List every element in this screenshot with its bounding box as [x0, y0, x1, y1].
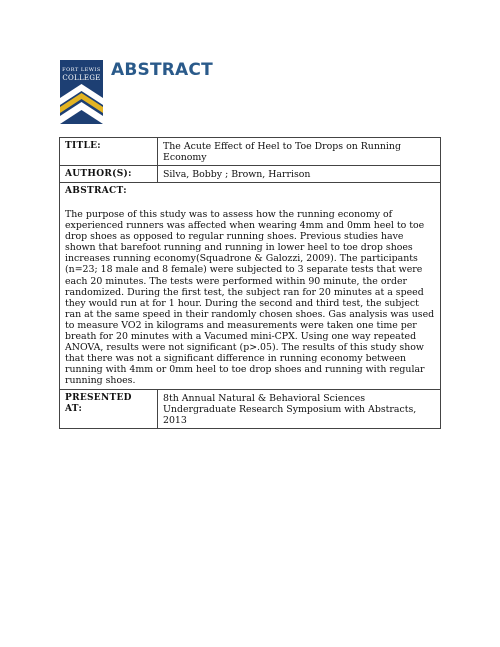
presented-value: 8th Annual Natural & Behavioral Sciences Undergraduate Research Symposium with Abstracts, 2013	[158, 389, 441, 428]
abstract-row	[60, 183, 441, 390]
logo-line-2: COLLEGE	[62, 74, 101, 82]
college-logo	[60, 60, 103, 124]
abstract-body: The purpose of this study was to assess how the running economy of experienced runners was affected when wearing 4mm and 0mm heel to toe drop shoes as opposed to regular running shoes. Previous studies have shown that barefoot running and running in lower heel to toe drop shoes increases running economy(Squadrone & Galozzi, 2009). The participants (n=23; 18 male and 8 female) were subjected to 3 separate tests that were each 20 minutes. The tests were performed within 90 minute, the order randomized. During the first test, the subject ran for 20 minutes at a speed they would run at for 1 hour. During the second and third test, the subject ran at the same speed in their randomly chosen shoes. Gas analysis was used to measure VO2 in kilograms and measurements were taken one time per breath for 20 minutes with a Vacumed mini-CPX. Using one way repeated ANOVA, results were not significant (p>.05). The results of this study show that there was not a significant difference in running economy between running with 4mm or 0mm heel to toe drop shoes and running with regular running shoes.	[65, 209, 435, 387]
presented-row	[60, 389, 441, 428]
title-label: TITLE:	[60, 138, 158, 166]
abstract-record-table	[59, 137, 441, 429]
abstract-cell	[60, 183, 441, 390]
title-value: The Acute Effect of Heel to Toe Drops on Running Economy	[158, 138, 441, 166]
presented-label: PRESENTED AT:	[60, 389, 158, 428]
authors-row	[60, 166, 441, 183]
page-title: ABSTRACT	[111, 60, 213, 80]
title-row	[60, 138, 441, 166]
authors-label: AUTHOR(S):	[60, 166, 158, 183]
abstract-label: ABSTRACT:	[65, 186, 127, 196]
logo-line-1: FORT LEWIS	[62, 67, 101, 73]
authors-value: Silva, Bobby ; Brown, Harrison	[158, 166, 441, 183]
